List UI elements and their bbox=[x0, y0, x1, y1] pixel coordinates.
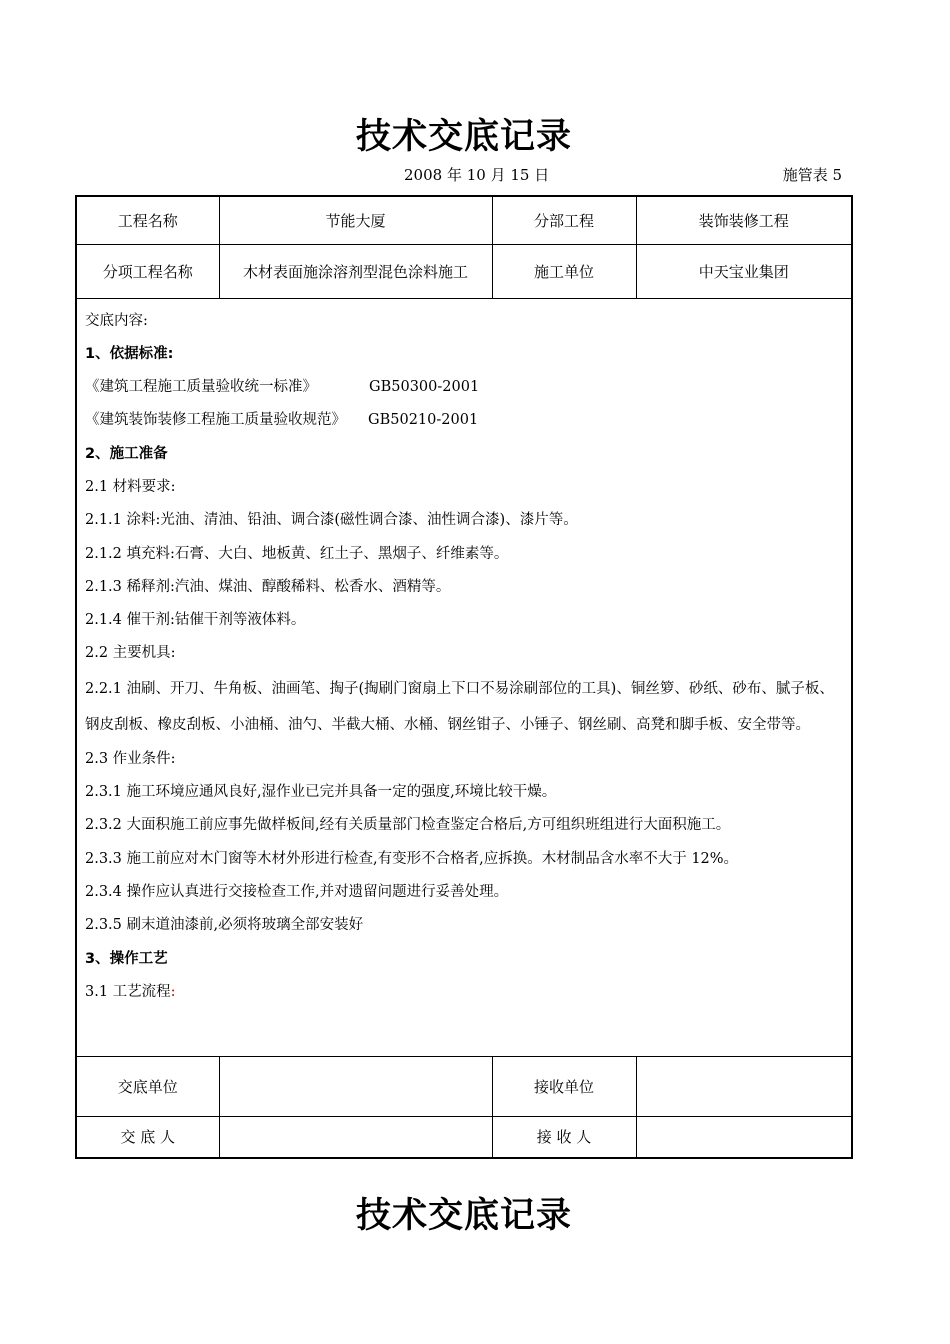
item-2-3-3: 2.3.3 施工前应对木门窗等木材外形进行检查,有变形不合格者,应拆换。木材制品含水率不大于 12%。 bbox=[85, 850, 739, 867]
item-2-3-5: 2.3.5 刷末道油漆前,必须将玻璃全部安装好 bbox=[85, 917, 364, 934]
standard-2-name: 《建筑装饰装修工程施工质量验收规范》 bbox=[85, 412, 346, 429]
content-row bbox=[76, 298, 852, 1056]
person-row bbox=[76, 1116, 852, 1158]
page-title: 技术交底记录 bbox=[355, 117, 572, 157]
item-2-3-2: 2.3.2 大面积施工前应事先做样板间,经有关质量部门检查鉴定合格后,方可组织班组进行大面积施工。 bbox=[85, 817, 731, 834]
disclosure-content bbox=[76, 298, 852, 1056]
record-table bbox=[75, 195, 853, 1159]
form-number: 施管表 5 bbox=[782, 166, 842, 184]
item-2-3-1: 2.3.1 施工环境应通风良好,湿作业已完并具备一定的强度,环境比较干燥。 bbox=[85, 784, 557, 801]
division-value: 装饰装修工程 bbox=[636, 196, 852, 244]
to-person-label: 接 收 人 bbox=[492, 1116, 636, 1158]
contractor-label: 施工单位 bbox=[492, 244, 636, 298]
item-2-1-1: 2.1.1 涂料:光油、清油、铅油、调合漆(磁性调合漆、油性调合漆)、漆片等。 bbox=[85, 512, 578, 529]
item-2-3-4: 2.3.4 操作应认真进行交接检查工作,并对遗留问题进行妥善处理。 bbox=[85, 883, 509, 900]
section-3-heading: 3、操作工艺 bbox=[85, 950, 168, 967]
item-2-1-3: 2.1.3 稀释剂:汽油、煤油、醇酸稀料、松香水、酒精等。 bbox=[85, 578, 451, 595]
from-person-label: 交 底 人 bbox=[76, 1116, 219, 1158]
subitem-row bbox=[76, 244, 852, 298]
project-name-label: 工程名称 bbox=[76, 196, 219, 244]
item-3-1-text: 3.1 工艺流程 bbox=[85, 983, 171, 1000]
item-2-1-4: 2.1.4 催干剂:钴催干剂等液体料。 bbox=[85, 612, 306, 629]
division-label: 分部工程 bbox=[492, 196, 636, 244]
item-2-3: 2.3 作业条件: bbox=[85, 750, 176, 767]
from-unit-label: 交底单位 bbox=[76, 1056, 219, 1116]
from-unit-value bbox=[219, 1056, 492, 1116]
standard-2 bbox=[85, 404, 843, 437]
standard-2-code: GB50210-2001 bbox=[368, 412, 479, 429]
contractor-value: 中天宝业集团 bbox=[636, 244, 852, 298]
item-3-1 bbox=[85, 976, 843, 1009]
item-2-1-2: 2.1.2 填充料:石膏、大白、地板黄、红土子、黑烟子、纤维素等。 bbox=[85, 545, 509, 562]
to-unit-value bbox=[636, 1056, 852, 1116]
item-2-2-1: 2.2.1 油刷、开刀、牛角板、油画笔、掏子(掏刷门窗扇上下口不易涂刷部位的工具)、铜丝箩、砂纸、砂布、腻子板、钢皮刮板、橡皮刮板、小油桶、油勺、半截大桶、水桶、钢丝钳子、小锤子、钢丝刷、高凳和脚手板、安全带等。 bbox=[85, 680, 834, 733]
item-2-1: 2.1 材料要求: bbox=[85, 478, 176, 495]
standard-1-name: 《建筑工程施工质量验收统一标准》 bbox=[85, 379, 317, 396]
content-intro: 交底内容: bbox=[85, 312, 148, 329]
section-1-heading: 1、依据标准: bbox=[85, 345, 174, 362]
item-3-1-colon: : bbox=[170, 983, 176, 1000]
next-page-title: 技术交底记录 bbox=[355, 1196, 572, 1236]
subitem-label: 分项工程名称 bbox=[76, 244, 219, 298]
standard-1 bbox=[85, 371, 843, 404]
from-person-value bbox=[219, 1116, 492, 1158]
record-date: 2008 年 10 月 15 日 bbox=[404, 166, 550, 184]
subitem-value: 木材表面施涂溶剂型混色涂料施工 bbox=[219, 244, 492, 298]
item-2-2: 2.2 主要机具: bbox=[85, 645, 176, 662]
project-name-value: 节能大厦 bbox=[219, 196, 492, 244]
project-row bbox=[76, 196, 852, 244]
unit-row bbox=[76, 1056, 852, 1116]
section-2-heading: 2、施工准备 bbox=[85, 445, 168, 462]
to-person-value bbox=[636, 1116, 852, 1158]
standard-1-code: GB50300-2001 bbox=[369, 379, 480, 396]
to-unit-label: 接收单位 bbox=[492, 1056, 636, 1116]
